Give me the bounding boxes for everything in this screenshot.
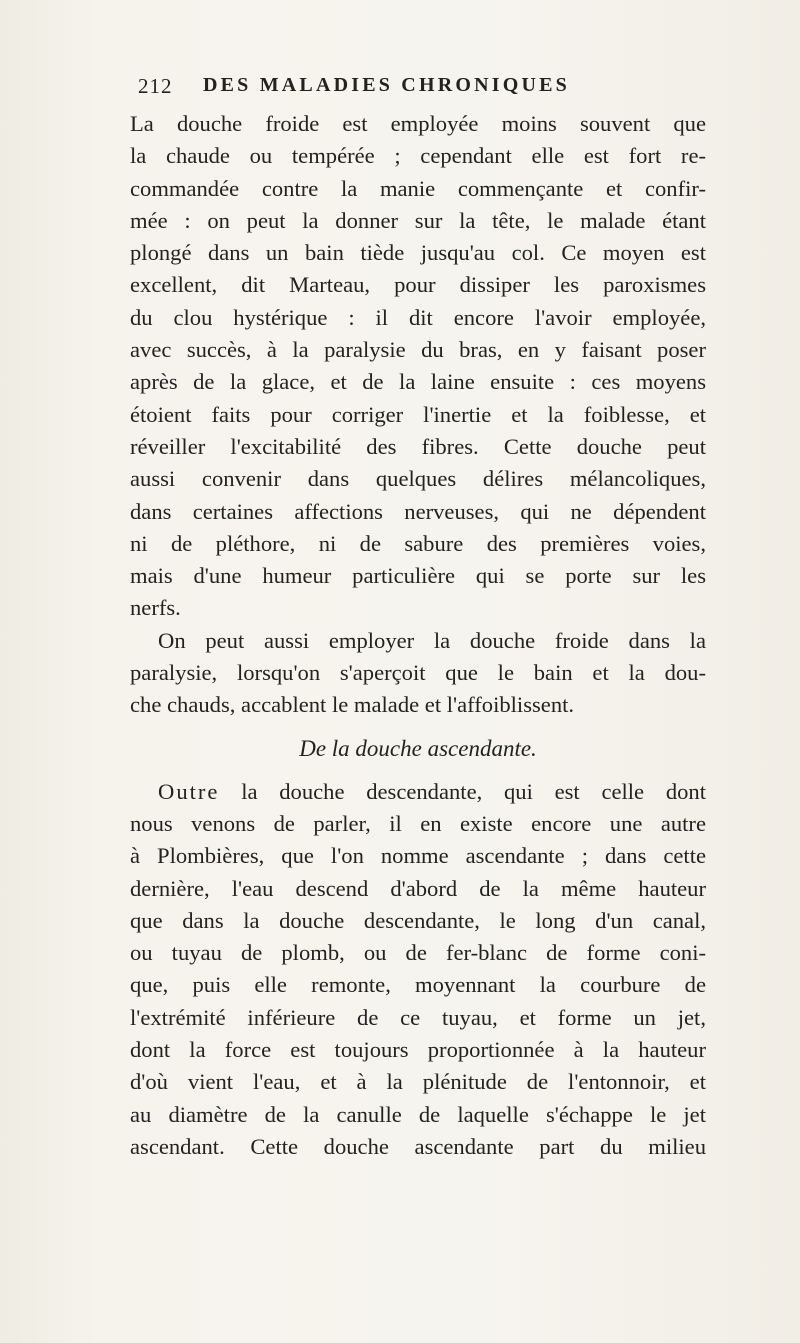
text-line: On peut aussi employer la douche froide dans la xyxy=(158,627,706,653)
text-line: mais d'une humeur particulière qui se porte sur les xyxy=(130,563,706,589)
text-line: la chaude ou tempérée ; cependant elle est fort re- xyxy=(130,143,706,169)
page-number: 212 xyxy=(138,74,173,98)
text-line: nerfs. xyxy=(130,595,181,621)
paragraph-paralysis xyxy=(130,625,706,722)
text-line: ascendant. Cette douche ascendante part du milieu xyxy=(130,1133,706,1159)
page-header xyxy=(138,70,698,106)
text-line: dont la force est toujours proportionnée à la hauteur xyxy=(130,1037,706,1063)
section-title: De la douche ascendante. xyxy=(299,735,537,761)
text-line: commandée contre la manie commençante et confir- xyxy=(130,175,706,201)
text-line: dans certaines affections nerveuses, qui ne dépendent xyxy=(130,498,706,524)
text-line: nous venons de parler, il en existe encore une autre xyxy=(130,810,706,836)
text-line: au diamètre de la canulle de laquelle s'échappe le jet xyxy=(130,1101,706,1127)
running-head: DES MALADIES CHRONIQUES xyxy=(203,74,570,96)
text-line: excellent, dit Marteau, pour dissiper les paroxismes xyxy=(130,272,706,298)
text-line: che chauds, accablent le malade et l'affoiblissent. xyxy=(130,692,575,718)
text-line: La douche froide est employée moins souvent que xyxy=(130,111,706,136)
text-line: d'où vient l'eau, et à la plénitude de l'entonnoir, et xyxy=(130,1069,706,1095)
text-line xyxy=(130,776,706,808)
body-text xyxy=(130,108,706,1163)
text-line: étoient faits pour corriger l'inertie et la foiblesse, et xyxy=(130,401,706,427)
text-line: aussi convenir dans quelques délires mélancoliques, xyxy=(130,466,706,492)
text-line: réveiller l'excitabilité des fibres. Cette douche peut xyxy=(130,433,706,459)
text-line: après de la glace, et de la laine ensuite : ces moyens xyxy=(130,369,706,395)
text-line: à Plombières, que l'on nomme ascendante ; dans cette xyxy=(130,843,706,869)
first-line-rest: la douche descendante, qui est celle dont xyxy=(219,778,706,804)
text-line: ni de pléthore, ni de sabure des premières voies, xyxy=(130,530,706,556)
text-line: mée : on peut la donner sur la tête, le malade étant xyxy=(130,207,706,233)
text-line: avec succès, à la paralysie du bras, en y faisant poser xyxy=(130,337,706,363)
text-line: dernière, l'eau descend d'abord de la même hauteur xyxy=(130,875,706,901)
text-line: du clou hystérique : il dit encore l'avoir employée, xyxy=(130,304,706,330)
text-line: plongé dans un bain tiède jusqu'au col. Ce moyen est xyxy=(130,240,706,266)
paragraph-ascending-douche xyxy=(130,776,706,1164)
text-line: ou tuyau de plomb, ou de fer-blanc de forme coni- xyxy=(130,940,706,966)
text-line: que, puis elle remonte, moyennant la courbure de xyxy=(130,972,706,998)
paragraph-cold-douche xyxy=(130,108,706,625)
text-line: paralysie, lorsqu'on s'aperçoit que le bain et la dou- xyxy=(130,660,706,686)
text-line: l'extrémité inférieure de ce tuyau, et forme un jet, xyxy=(130,1004,706,1030)
lead-word: Outre xyxy=(158,778,220,804)
text-line: que dans la douche descendante, le long d'un canal, xyxy=(130,907,706,933)
